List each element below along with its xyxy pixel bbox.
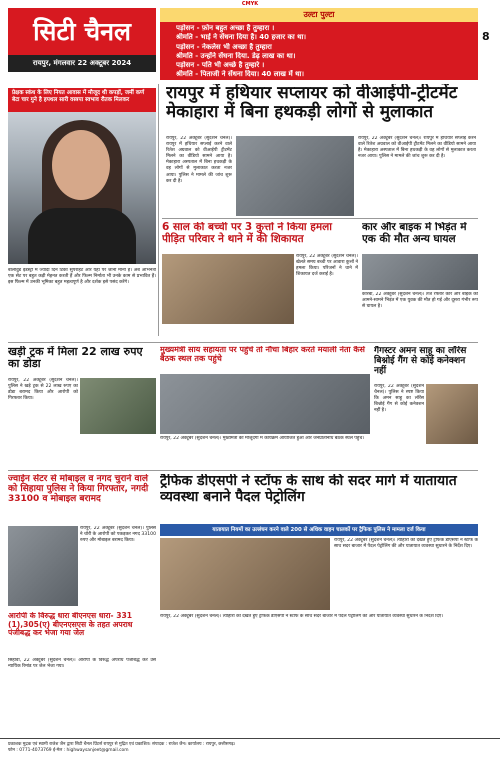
ulta-pulta-title: उल्टा पुल्टा [160,8,478,22]
story-3-text: कोरबा, 22 अक्टूबर (सुदर्शन चैनल)। तेज रफ्तार कार और बाइक की आमने-सामने भिड़ंत में एक युवक की मौत हो गई और दूसरा गंभीर रूप से घायल है। [362,292,478,310]
imprint-footer [0,738,500,762]
cm-meeting-photo [160,374,370,434]
ulta-line: श्रीमति - पिताजी ने सेंधना दिया। 40 लाख में था। [176,70,305,79]
traffic-summary-band: यातायात नियमों का उल्लंघन करने वाले 200 से अधिक वाहन चालकों पर ट्रैफिक पुलिस ने मामला दर्ज किया [160,524,478,536]
masthead [8,8,156,72]
dog-attack-photo [162,254,294,324]
actress-photo [8,112,156,264]
traffic-patrol-photo [160,538,330,610]
headline-story-4: खड़ी ट्रक में मिला 22 लाख रुपए का डोडा [8,346,143,371]
headline-story-9: आरोपी के विरुद्ध धारा बीएनएस धारा- 331 (1),305(ए) बीएनएसएस के तहत अपराध पंजीबद्ध कर भेजा गया जेल [8,612,133,637]
truck-seizure-photo [80,378,156,434]
story-1-text-cont: रायपुर, 22 अक्टूबर (सुदर्शन चैनल)। रायपुर में हथियार सप्लाई करने वाले रितेश अग्रवाल को वीआईपी ट्रीटमेंट मिलने का वीडियो सामने आया है। मेकाहारा अस्पताल में बिना हथकड़ी के वह लोगों से मुलाकात करता नजर आया। पुलिस ने मामले की जांच शुरू कर दी है। [358,136,476,160]
press-conference-photo [236,136,354,216]
ulta-line: पड़ोसन - नेकलेस भी अच्छा है तुम्हारा [176,42,272,51]
cmyk-strip: CMYK [241,1,259,7]
ulta-line: श्रीमति - उन्होंने सेंधना दिया. डेढ़ लाख का था। [176,51,296,60]
police-arrest-photo [8,526,78,606]
divider [8,470,478,471]
divider [8,342,478,343]
film-article-text: बॉलीवुड इंडस्ट्री में ज्यादा दिन टिकी सुपरहिट और यहाँ पर जानी मानी है। अब अभिनेत्री एक सेट पर बहुत कड़ी मेहनत करती हैं और फिल्म निर्माता भी उनके काम से प्रभावित हैं। इस फिल्म में उनकी भूमिका बहुत महत्वपूर्ण है और दर्शक इसे पसंद करेंगे। [8,268,156,286]
story-6-text: रायपुर, 22 अक्टूबर (सुदर्शन चैनल)। पुलिस ने स्पष्ट किया कि अमन साहू का लॉरेंस बिश्नोई गैंग से कोई कनेक्शन नहीं है। [374,384,424,414]
story-2-text: रायपुर, 22 अक्टूबर (सुदर्शन चैनल)। खेलते समय बच्ची पर आवारा कुत्तों ने हमला किया। परिजनों ने थाने में शिकायत दर्ज कराई है। [296,254,358,278]
story-4-text: रायपुर, 22 अक्टूबर (सुदर्शन चैनल)। पुलिस ने खड़े ट्रक से 22 लाख रुपए का डोडा बरामद किया और आरोपी को गिरफ्तार किया। [8,378,78,402]
headline-story-1: रायपुर में हथियार सप्लायर को वीआईपी-ट्रीटमेंट मेकाहारा में बिना हथकड़ी लोगों से मुलाकात [166,84,458,123]
page-number: 8 [482,30,490,43]
headline-story-3: कार और बाइक में भिड़ंत में एक की मौत अन्य घायल [362,222,467,245]
story-5-text: रायपुर, 22 अक्टूबर (सुदर्शन चैनल)। मुख्यमंत्री की मौजूदगी में कार्यक्रम आयोजित हुआ और जनप्रतिनिधि बैठक स्थल पहुंचे। [160,436,364,441]
left-ad-strip: प्रेक्षक स्कंध के लिए नियत आवास में मौजूद थी कपड़ों, जमीं कर्ण बेटा चार गुने है हपथल सारी वस्त्रपा स्वभाव रौतक मिलकर [8,88,156,112]
headline-story-6: गैंगस्टर अमन साहू का लॉरेंस बिश्नोई गैंग से कोई कनेक्शन नहीं [374,346,467,377]
ulta-line: पड़ोसन - पति भी अच्छे है तुम्हारे । [176,61,265,70]
story-8-text: रायपुर, 22 अक्टूबर (सुदर्शन चैनल)। त्योहारों को देखते हुए ट्रैफिक डीएसपी ने स्टॉफ के साथ सदर बाजार में पैदल पेट्रोलिंग की और यातायात व्यवस्था सुधारने के निर्देश दिए। [334,538,478,550]
footer-line: प्रकाशक मुद्रक एवं स्वामी राजेश जैन द्वारा सिटी चैनल प्रिंटर्स रायपुर से मुद्रित एवं प्रकाशित। संपादक : राजेश जैन। कार्यालय : रायपुर, छत्तीसगढ़। [8,742,236,747]
ulta-pulta-box [160,22,478,80]
headline-story-5: मुख्यमंत्री साय सहायता पर पहुंचे तो नौचा बिहार करते मयाली नेता कैसे बैठक स्थल तक पहुंचे [160,346,365,363]
accident-car-photo [362,254,478,290]
story-7-text: रायपुर, 22 अक्टूबर (सुदर्शन चैनल)। पुलिस ने चोरी के आरोपी को पकड़कर नगद 33100 रुपए और मोबाइल बरामद किया। [80,526,156,544]
masthead-date: रायपुर, मंगलवार 22 अक्टूबर 2024 [8,55,156,72]
divider [162,218,478,219]
ulta-line: श्रीमति - भाई ने सेंधना दिया है। 40 हजार का था। [176,33,307,42]
footer-line: फोन : 0771-4073769 ई-मेल : highwaysanjeet@gmail.com [8,748,129,754]
headline-story-8: ट्रैफिक डीएसपी ने स्टॉफ के साथ की सदर मार्ग में यातायात व्यवस्था बनाने पैदल पेट्रोलिंग [160,474,457,505]
headline-story-2: 6 साल की बच्ची पर 3 कुत्तों ने किया हमला पीड़ित परिवार ने थाने में की शिकायत [162,222,332,245]
headline-story-7: ज्वाईन सेंटर से मोबाइल व नगद चुराने वाले को सिहाया पुलिस ने किया गिरफ्तार, नगदी 33100 व मोबाइल बरामद [8,474,149,505]
ulta-line: पड़ोसन - फ़ोन बहुत अच्छा है तुम्हारा । [176,24,275,32]
masthead-title: सिटी चैनल [33,17,131,46]
divider [158,84,159,336]
story-8-text-cont: रायपुर, 22 अक्टूबर (सुदर्शन चैनल)। त्योहारों को देखते हुए ट्रैफिक डीएसपी ने स्टॉफ के साथ सदर बाजार में पैदल पेट्रोलिंग की और यातायात व्यवस्था सुधारने के निर्देश दिए। [160,614,444,619]
story-1-text: रायपुर, 22 अक्टूबर (सुदर्शन चैनल)। रायपुर में हथियार सप्लाई करने वाले रितेश अग्रवाल को वीआईपी ट्रीटमेंट मिलने का वीडियो सामने आया है। मेकाहारा अस्पताल में बिना हथकड़ी के वह लोगों से मुलाकात करता नजर आया। पुलिस ने मामले की जांच शुरू कर दी है। [166,136,232,184]
gangster-portrait [426,384,478,444]
story-9-text: सिहावा, 22 अक्टूबर (सुदर्शन चैनल)। आरोपी के विरुद्ध अपराध पंजीबद्ध कर उसे न्यायिक रिमांड पर जेल भेजा गया। [8,658,156,670]
